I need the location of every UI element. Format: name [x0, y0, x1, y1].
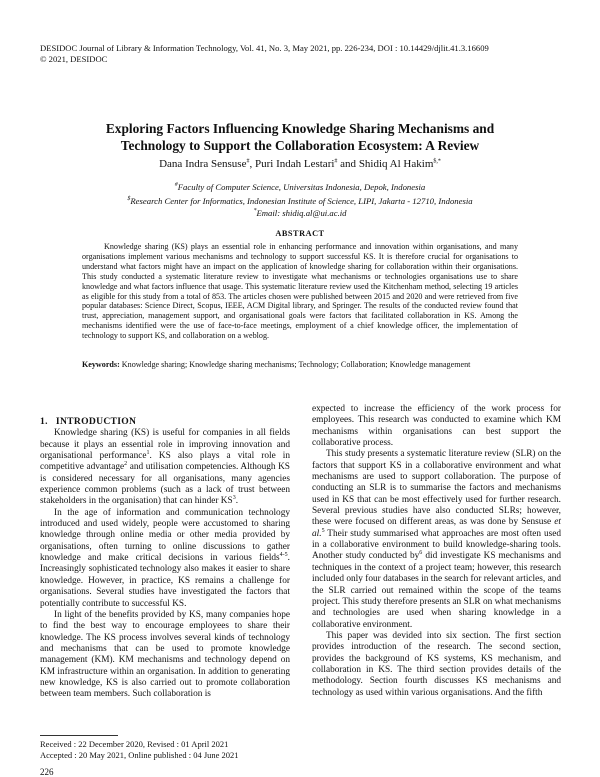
body-paragraph: In light of the benefits provided by KS, many companies hope to find the best way to encourage employees to share their knowledge. The KS process involves several kinds of technology and mechanisms that can be used to promote knowledge management (KM). KM mechanisms and technology depend on KM infrastructure within an organisation. In addition to generating new knowledge, KS is also carried out to promote collaboration between team members. Such collaboration is [40, 609, 290, 700]
citation-ref: 4-5 [279, 552, 288, 559]
paragraph-text: did investigate KS mechanisms and techniques in the context of a project team; however, this research included only four databases in the search for relevant articles, and the SLR carried out remained within the scope of the teams project. This study therefore presents an SLR on what mechanisms and technologies are used when sharing knowledge in a collaborative environment. [312, 551, 561, 630]
citation-ref: 3 [232, 495, 236, 502]
affiliation-text: Research Center for Informatics, Indonesian Institute of Science, LIPI, Jakarta - 12710, Indonesia [130, 196, 473, 206]
citation-ref: 5 [321, 527, 325, 534]
email-text: Email: shidiq.al@ui.ac.id [256, 208, 347, 218]
affiliation-2 [60, 195, 540, 207]
citation-ref: 1 [146, 449, 150, 456]
citation-ref: 2 [124, 461, 128, 468]
author-name: Shidiq Al Hakim [358, 158, 434, 170]
author-marker: # [246, 158, 250, 165]
author-name: Puri Indah Lestari [254, 158, 335, 170]
section-title: INTRODUCTION [55, 416, 137, 427]
author-separator: and [337, 158, 359, 170]
author-name: Dana Indra Sensuse [159, 158, 247, 170]
author-marker: $,* [433, 158, 441, 165]
email-marker: * [253, 208, 257, 215]
title-line-2: Technology to Support the Collaboration Ecosystem: A Review [120, 138, 480, 153]
abstract-body: Knowledge sharing (KS) plays an essential role in enhancing performance and innovation within organisations, and many organisations implement various mechanisms and technology to support successful KS. It is therefore crucial for organisations to understand what factors might have an impact on the application of knowledge sharing for collaboration within their organisations. This study conducted a systematic literature review to investigate what mechanisms or technologies organisations use to share knowledge and what factors influence that usage. This systematic literature review used the Kitchenham method, selecting 19 articles as eligible for this study from a total of 853. The articles chosen were published between 2015 and 2020 and were retrieved from five popular databases: Science Direct, Scopus, IEEE, ACM Digital library, and Springer. The results of the conducted review found that trust, appreciation, management support, and organisational goals were factors that facilitated collaboration in KS. Among the mechanisms identified were the use of face-to-face meetings, employment of a chief knowledge officer, the implementation of technology to support KS, and collaboration on a weblog. [82, 242, 518, 341]
received-date: Received : 22 December 2020, Revised : 01 April 2021 [40, 739, 229, 749]
page-number: 226 [40, 767, 54, 777]
paragraph-text: . Increasingly sophisticated technology also makes it easier to share knowledge. However, in practice, KS remains a challenge for organisations. Several studies have investigated the factors that potentially contribute to successful KS. [40, 553, 290, 609]
footnote-divider [40, 735, 118, 736]
abstract-heading: ABSTRACT [275, 229, 325, 238]
affiliation-marker: $ [127, 196, 131, 203]
affiliation-text: Faculty of Computer Science, Universitas Indonesia, Depok, Indonesia [177, 182, 426, 192]
keywords-label: Keywords: [82, 360, 120, 369]
title-line-1: Exploring Factors Influencing Knowledge Sharing Mechanisms and [105, 121, 495, 136]
paper-title [60, 120, 540, 154]
right-column [312, 404, 561, 699]
journal-citation: DESIDOC Journal of Library & Information Technology, Vol. 41, No. 3, May 2021, pp. 226-234, DOI : 10.14429/djlit.41.3.16609 [40, 43, 489, 53]
body-paragraph: expected to increase the efficiency of the work process for employees. This research was conducted to examine which KM mechanisms within organisations can best support the collaborative process. [312, 404, 561, 449]
accepted-date: Accepted : 20 May 2021, Online published : 04 June 2021 [40, 750, 239, 760]
affiliation-marker: # [174, 182, 178, 189]
paragraph-text: Their study summarised what approaches are most often used in a collaborative environment to build knowledge-sharing tools. Another study conducted by [312, 528, 561, 562]
paragraph-text: . [235, 496, 239, 507]
author-marker: # [334, 158, 338, 165]
paragraph-text: . KS also plays a vital role in competitive advantage [40, 451, 291, 473]
affiliation-1 [60, 181, 540, 193]
author-separator: , [249, 158, 255, 170]
paragraph-text: This study presents a systematic literature review (SLR) on the factors that support KS in a collaborative environment and what mechanisms are used to support collaboration. The purpose of conducting an SLR is to summarise the factors and mechanisms used in KS that can be most effectively used for further research. Several previous studies have also conducted SLRs; however, these were focused on different areas, as was done by Sensuse [312, 449, 561, 528]
section-heading [40, 416, 290, 427]
paragraph-text: In the age of information and communication technology introduced and used widely, people were accustomed to sharing knowledge through online media or other media provided by organisations, often turning to online discussions to gather knowledge and make critical decisions in various fields [40, 507, 290, 564]
corresponding-email [60, 207, 540, 219]
citation-ref: 6 [419, 550, 423, 557]
author-list [60, 157, 540, 171]
paragraph-text: and utilisation competencies. Although KS is considered necessary for all organisations, many agencies experience common problems (such as a lack of trust between stakeholders in the organisation) that can hinder KS [40, 462, 290, 507]
body-paragraph [40, 508, 290, 610]
keywords-text: Knowledge sharing; Knowledge sharing mechanisms; Technology; Collaboration; Knowledge management [121, 360, 471, 369]
keywords [82, 360, 518, 370]
copyright-line: © 2021, DESIDOC [40, 54, 108, 64]
body-paragraph: This paper was devided into six section. The first section provides introduction of the research. The second section, provides the background of KS systems, KS mechanism, and collaboration in KS. The third section provides details of the methodology. Section fourth discusses KS mechanisms and technology as used within various organisations. And the fifth [312, 630, 561, 698]
et-al-text: et al. [312, 517, 561, 539]
section-number: 1. [40, 416, 48, 427]
paragraph-text: Knowledge sharing (KS) is useful for companies in all fields because it plays an essential role in improving innovation and organisational performance [40, 428, 290, 462]
body-paragraph [312, 449, 561, 631]
left-column [40, 416, 290, 701]
body-paragraph [40, 428, 290, 507]
